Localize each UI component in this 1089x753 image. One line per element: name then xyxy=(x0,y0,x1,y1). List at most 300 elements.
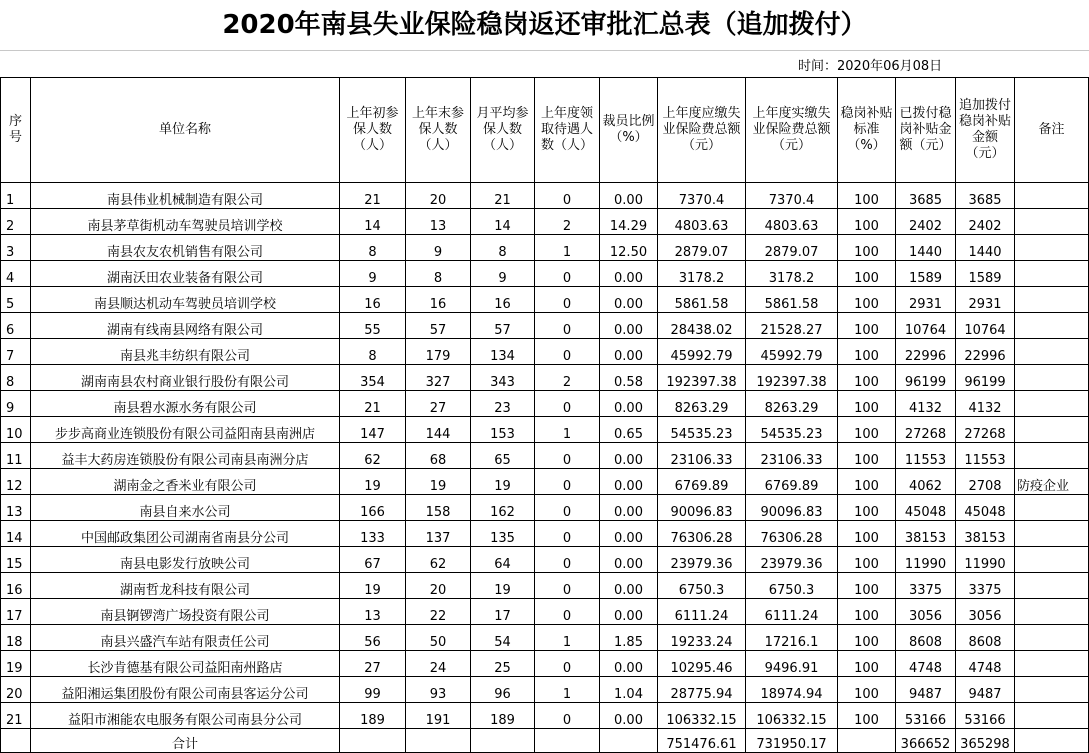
total-due-amount: 751476.61 xyxy=(658,729,746,753)
cell-avg-insured: 64 xyxy=(471,547,535,573)
cell-allocated: 3056 xyxy=(896,599,956,625)
cell-subsidy-rate: 100 xyxy=(838,261,896,287)
cell-paid-amount: 21528.27 xyxy=(746,313,838,339)
cell-start-insured: 8 xyxy=(340,339,406,365)
cell-note xyxy=(1015,625,1089,651)
header-avg-insured: 月平均参保人数（人） xyxy=(471,78,535,183)
cell-unit-name: 益阳市湘能农电服务有限公司南县分公司 xyxy=(31,703,340,729)
cell-allocated: 4062 xyxy=(896,469,956,495)
cell-unit-name: 南县农友农机销售有限公司 xyxy=(31,235,340,261)
cell-due-amount: 8263.29 xyxy=(658,391,746,417)
cell-avg-insured: 25 xyxy=(471,651,535,677)
cell-due-amount: 106332.15 xyxy=(658,703,746,729)
cell-layoff-ratio: 0.00 xyxy=(600,443,658,469)
cell-benefit-people: 0 xyxy=(535,313,600,339)
cell-start-insured: 14 xyxy=(340,209,406,235)
total-empty xyxy=(535,729,600,753)
table-row xyxy=(1,573,1089,599)
cell-due-amount: 4803.63 xyxy=(658,209,746,235)
cell-end-insured: 57 xyxy=(406,313,471,339)
cell-subsidy-rate: 100 xyxy=(838,209,896,235)
cell-allocated: 2402 xyxy=(896,209,956,235)
cell-additional: 3685 xyxy=(956,183,1015,209)
cell-benefit-people: 0 xyxy=(535,339,600,365)
cell-end-insured: 93 xyxy=(406,677,471,703)
cell-layoff-ratio: 0.00 xyxy=(600,547,658,573)
table-row xyxy=(1,313,1089,339)
cell-subsidy-rate: 100 xyxy=(838,651,896,677)
table-row xyxy=(1,339,1089,365)
cell-unit-name: 湖南沃田农业装备有限公司 xyxy=(31,261,340,287)
cell-seq: 17 xyxy=(1,599,31,625)
cell-end-insured: 9 xyxy=(406,235,471,261)
cell-note xyxy=(1015,313,1089,339)
cell-benefit-people: 0 xyxy=(535,183,600,209)
cell-start-insured: 354 xyxy=(340,365,406,391)
cell-layoff-ratio: 0.00 xyxy=(600,391,658,417)
cell-layoff-ratio: 0.00 xyxy=(600,651,658,677)
table-row xyxy=(1,469,1089,495)
cell-avg-insured: 54 xyxy=(471,625,535,651)
cell-subsidy-rate: 100 xyxy=(838,521,896,547)
cell-avg-insured: 23 xyxy=(471,391,535,417)
cell-start-insured: 13 xyxy=(340,599,406,625)
cell-paid-amount: 7370.4 xyxy=(746,183,838,209)
cell-seq: 10 xyxy=(1,417,31,443)
cell-start-insured: 166 xyxy=(340,495,406,521)
table-row xyxy=(1,261,1089,287)
cell-unit-name: 南县自来水公司 xyxy=(31,495,340,521)
cell-paid-amount: 18974.94 xyxy=(746,677,838,703)
cell-due-amount: 192397.38 xyxy=(658,365,746,391)
cell-due-amount: 7370.4 xyxy=(658,183,746,209)
cell-allocated: 4132 xyxy=(896,391,956,417)
header-due-amount: 上年度应缴失业保险费总额（元） xyxy=(658,78,746,183)
cell-start-insured: 99 xyxy=(340,677,406,703)
cell-end-insured: 24 xyxy=(406,651,471,677)
table-row xyxy=(1,209,1089,235)
cell-avg-insured: 162 xyxy=(471,495,535,521)
cell-seq: 5 xyxy=(1,287,31,313)
cell-avg-insured: 343 xyxy=(471,365,535,391)
total-seq-cell xyxy=(1,729,31,753)
cell-unit-name: 南县锕锣湾广场投资有限公司 xyxy=(31,599,340,625)
cell-layoff-ratio: 0.00 xyxy=(600,339,658,365)
cell-unit-name: 南县兴盛汽车站有限责任公司 xyxy=(31,625,340,651)
total-row xyxy=(1,729,1089,753)
header-start-insured: 上年初参保人数（人） xyxy=(340,78,406,183)
header-paid-amount: 上年度实缴失业保险费总额（元） xyxy=(746,78,838,183)
cell-due-amount: 6750.3 xyxy=(658,573,746,599)
cell-start-insured: 19 xyxy=(340,573,406,599)
cell-due-amount: 28438.02 xyxy=(658,313,746,339)
cell-subsidy-rate: 100 xyxy=(838,417,896,443)
cell-subsidy-rate: 100 xyxy=(838,235,896,261)
cell-unit-name: 步步高商业连锁股份有限公司益阳南县南洲店 xyxy=(31,417,340,443)
cell-subsidy-rate: 100 xyxy=(838,469,896,495)
cell-additional: 45048 xyxy=(956,495,1015,521)
cell-layoff-ratio: 12.50 xyxy=(600,235,658,261)
cell-seq: 13 xyxy=(1,495,31,521)
cell-layoff-ratio: 0.00 xyxy=(600,495,658,521)
total-allocated: 366652 xyxy=(896,729,956,753)
cell-paid-amount: 106332.15 xyxy=(746,703,838,729)
cell-start-insured: 21 xyxy=(340,391,406,417)
cell-benefit-people: 0 xyxy=(535,443,600,469)
cell-due-amount: 28775.94 xyxy=(658,677,746,703)
cell-end-insured: 20 xyxy=(406,183,471,209)
header-note: 备注 xyxy=(1015,78,1089,183)
cell-additional: 4132 xyxy=(956,391,1015,417)
cell-paid-amount: 8263.29 xyxy=(746,391,838,417)
cell-allocated: 38153 xyxy=(896,521,956,547)
table-row xyxy=(1,677,1089,703)
cell-unit-name: 南县电影发行放映公司 xyxy=(31,547,340,573)
cell-layoff-ratio: 14.29 xyxy=(600,209,658,235)
total-paid-amount: 731950.17 xyxy=(746,729,838,753)
cell-subsidy-rate: 100 xyxy=(838,625,896,651)
cell-end-insured: 8 xyxy=(406,261,471,287)
cell-end-insured: 19 xyxy=(406,469,471,495)
header-seq: 序号 xyxy=(1,78,31,183)
cell-start-insured: 19 xyxy=(340,469,406,495)
cell-start-insured: 189 xyxy=(340,703,406,729)
cell-benefit-people: 0 xyxy=(535,651,600,677)
cell-benefit-people: 1 xyxy=(535,677,600,703)
cell-end-insured: 50 xyxy=(406,625,471,651)
cell-additional: 53166 xyxy=(956,703,1015,729)
cell-end-insured: 191 xyxy=(406,703,471,729)
cell-unit-name: 湖南有线南县网络有限公司 xyxy=(31,313,340,339)
cell-allocated: 9487 xyxy=(896,677,956,703)
cell-additional: 3375 xyxy=(956,573,1015,599)
cell-end-insured: 327 xyxy=(406,365,471,391)
cell-unit-name: 南县茅草街机动车驾驶员培训学校 xyxy=(31,209,340,235)
cell-start-insured: 55 xyxy=(340,313,406,339)
cell-paid-amount: 76306.28 xyxy=(746,521,838,547)
cell-unit-name: 长沙肯德基有限公司益阳南州路店 xyxy=(31,651,340,677)
cell-layoff-ratio: 0.00 xyxy=(600,521,658,547)
cell-avg-insured: 14 xyxy=(471,209,535,235)
cell-additional: 22996 xyxy=(956,339,1015,365)
cell-avg-insured: 135 xyxy=(471,521,535,547)
cell-unit-name: 湖南金之香米业有限公司 xyxy=(31,469,340,495)
cell-avg-insured: 19 xyxy=(471,573,535,599)
table-row xyxy=(1,703,1089,729)
cell-subsidy-rate: 100 xyxy=(838,391,896,417)
header-subsidy-rate: 稳岗补贴标准（%） xyxy=(838,78,896,183)
total-empty xyxy=(406,729,471,753)
cell-note xyxy=(1015,573,1089,599)
cell-start-insured: 133 xyxy=(340,521,406,547)
cell-benefit-people: 0 xyxy=(535,521,600,547)
cell-seq: 11 xyxy=(1,443,31,469)
table-row xyxy=(1,625,1089,651)
cell-additional: 9487 xyxy=(956,677,1015,703)
cell-avg-insured: 134 xyxy=(471,339,535,365)
cell-unit-name: 湖南南县农村商业银行股份有限公司 xyxy=(31,365,340,391)
cell-end-insured: 27 xyxy=(406,391,471,417)
cell-benefit-people: 0 xyxy=(535,287,600,313)
sheet-title: 2020年南县失业保险稳岗返还审批汇总表（追加拨付） xyxy=(222,10,867,40)
header-row xyxy=(1,78,1089,183)
header-additional: 追加拨付稳岗补贴金额（元） xyxy=(956,78,1015,183)
cell-end-insured: 20 xyxy=(406,573,471,599)
total-empty xyxy=(1015,729,1089,753)
total-additional: 365298 xyxy=(956,729,1015,753)
cell-avg-insured: 9 xyxy=(471,261,535,287)
cell-seq: 8 xyxy=(1,365,31,391)
cell-allocated: 3685 xyxy=(896,183,956,209)
cell-allocated: 22996 xyxy=(896,339,956,365)
table-row xyxy=(1,235,1089,261)
cell-avg-insured: 65 xyxy=(471,443,535,469)
date-label: 时间：2020年06月08日 xyxy=(798,59,943,74)
cell-note xyxy=(1015,209,1089,235)
cell-start-insured: 147 xyxy=(340,417,406,443)
cell-layoff-ratio: 0.00 xyxy=(600,573,658,599)
total-empty xyxy=(600,729,658,753)
cell-due-amount: 6111.24 xyxy=(658,599,746,625)
cell-note xyxy=(1015,599,1089,625)
cell-seq: 16 xyxy=(1,573,31,599)
cell-due-amount: 45992.79 xyxy=(658,339,746,365)
header-layoff-ratio: 裁员比例（%） xyxy=(600,78,658,183)
cell-layoff-ratio: 0.00 xyxy=(600,313,658,339)
cell-paid-amount: 192397.38 xyxy=(746,365,838,391)
table-row xyxy=(1,365,1089,391)
cell-paid-amount: 45992.79 xyxy=(746,339,838,365)
cell-seq: 15 xyxy=(1,547,31,573)
cell-due-amount: 23106.33 xyxy=(658,443,746,469)
cell-additional: 96199 xyxy=(956,365,1015,391)
cell-additional: 10764 xyxy=(956,313,1015,339)
cell-paid-amount: 9496.91 xyxy=(746,651,838,677)
cell-paid-amount: 54535.23 xyxy=(746,417,838,443)
cell-start-insured: 27 xyxy=(340,651,406,677)
cell-paid-amount: 17216.1 xyxy=(746,625,838,651)
table-row xyxy=(1,287,1089,313)
cell-allocated: 2931 xyxy=(896,287,956,313)
cell-start-insured: 9 xyxy=(340,261,406,287)
cell-avg-insured: 21 xyxy=(471,183,535,209)
cell-additional: 11553 xyxy=(956,443,1015,469)
cell-subsidy-rate: 100 xyxy=(838,339,896,365)
cell-subsidy-rate: 100 xyxy=(838,287,896,313)
cell-note xyxy=(1015,703,1089,729)
cell-benefit-people: 0 xyxy=(535,703,600,729)
cell-benefit-people: 0 xyxy=(535,547,600,573)
cell-allocated: 27268 xyxy=(896,417,956,443)
cell-subsidy-rate: 100 xyxy=(838,183,896,209)
cell-avg-insured: 57 xyxy=(471,313,535,339)
cell-additional: 1440 xyxy=(956,235,1015,261)
cell-unit-name: 中国邮政集团公司湖南省南县分公司 xyxy=(31,521,340,547)
cell-due-amount: 5861.58 xyxy=(658,287,746,313)
cell-subsidy-rate: 100 xyxy=(838,573,896,599)
cell-subsidy-rate: 100 xyxy=(838,495,896,521)
cell-unit-name: 湖南哲龙科技有限公司 xyxy=(31,573,340,599)
cell-note xyxy=(1015,261,1089,287)
cell-subsidy-rate: 100 xyxy=(838,547,896,573)
cell-avg-insured: 8 xyxy=(471,235,535,261)
cell-paid-amount: 6769.89 xyxy=(746,469,838,495)
table-row xyxy=(1,547,1089,573)
cell-avg-insured: 96 xyxy=(471,677,535,703)
cell-due-amount: 19233.24 xyxy=(658,625,746,651)
table-row xyxy=(1,651,1089,677)
cell-unit-name: 南县碧水源水务有限公司 xyxy=(31,391,340,417)
cell-paid-amount: 3178.2 xyxy=(746,261,838,287)
table-row xyxy=(1,443,1089,469)
cell-layoff-ratio: 0.00 xyxy=(600,469,658,495)
table-row xyxy=(1,521,1089,547)
cell-additional: 1589 xyxy=(956,261,1015,287)
cell-seq: 6 xyxy=(1,313,31,339)
cell-additional: 2708 xyxy=(956,469,1015,495)
cell-seq: 14 xyxy=(1,521,31,547)
cell-benefit-people: 1 xyxy=(535,417,600,443)
cell-end-insured: 22 xyxy=(406,599,471,625)
cell-seq: 1 xyxy=(1,183,31,209)
cell-due-amount: 2879.07 xyxy=(658,235,746,261)
cell-allocated: 4748 xyxy=(896,651,956,677)
cell-layoff-ratio: 0.00 xyxy=(600,703,658,729)
cell-additional: 38153 xyxy=(956,521,1015,547)
table-row xyxy=(1,417,1089,443)
cell-benefit-people: 1 xyxy=(535,235,600,261)
header-unit-name: 单位名称 xyxy=(31,78,340,183)
cell-paid-amount: 6111.24 xyxy=(746,599,838,625)
cell-unit-name: 益阳湘运集团股份有限公司南县客运分公司 xyxy=(31,677,340,703)
cell-avg-insured: 16 xyxy=(471,287,535,313)
cell-start-insured: 16 xyxy=(340,287,406,313)
cell-start-insured: 56 xyxy=(340,625,406,651)
cell-allocated: 8608 xyxy=(896,625,956,651)
cell-additional: 2931 xyxy=(956,287,1015,313)
cell-seq: 18 xyxy=(1,625,31,651)
cell-allocated: 96199 xyxy=(896,365,956,391)
cell-subsidy-rate: 100 xyxy=(838,365,896,391)
cell-avg-insured: 19 xyxy=(471,469,535,495)
cell-note xyxy=(1015,547,1089,573)
cell-subsidy-rate: 100 xyxy=(838,599,896,625)
cell-allocated: 11990 xyxy=(896,547,956,573)
cell-seq: 2 xyxy=(1,209,31,235)
cell-avg-insured: 153 xyxy=(471,417,535,443)
cell-due-amount: 6769.89 xyxy=(658,469,746,495)
cell-benefit-people: 0 xyxy=(535,599,600,625)
table-row xyxy=(1,183,1089,209)
cell-additional: 27268 xyxy=(956,417,1015,443)
cell-start-insured: 21 xyxy=(340,183,406,209)
cell-layoff-ratio: 0.00 xyxy=(600,261,658,287)
header-benefit-people: 上年度领取待遇人数（人） xyxy=(535,78,600,183)
cell-paid-amount: 4803.63 xyxy=(746,209,838,235)
cell-note xyxy=(1015,183,1089,209)
cell-due-amount: 90096.83 xyxy=(658,495,746,521)
cell-layoff-ratio: 0.00 xyxy=(600,183,658,209)
cell-end-insured: 144 xyxy=(406,417,471,443)
cell-note xyxy=(1015,495,1089,521)
cell-allocated: 1589 xyxy=(896,261,956,287)
cell-paid-amount: 90096.83 xyxy=(746,495,838,521)
cell-allocated: 53166 xyxy=(896,703,956,729)
cell-additional: 4748 xyxy=(956,651,1015,677)
cell-benefit-people: 0 xyxy=(535,261,600,287)
cell-unit-name: 益丰大药房连锁股份有限公司南县南洲分店 xyxy=(31,443,340,469)
cell-benefit-people: 0 xyxy=(535,391,600,417)
cell-note xyxy=(1015,391,1089,417)
cell-note xyxy=(1015,235,1089,261)
cell-end-insured: 158 xyxy=(406,495,471,521)
cell-end-insured: 179 xyxy=(406,339,471,365)
cell-paid-amount: 23106.33 xyxy=(746,443,838,469)
cell-unit-name: 南县顺达机动车驾驶员培训学校 xyxy=(31,287,340,313)
total-empty xyxy=(340,729,406,753)
cell-additional: 8608 xyxy=(956,625,1015,651)
cell-allocated: 45048 xyxy=(896,495,956,521)
cell-end-insured: 13 xyxy=(406,209,471,235)
total-label: 合计 xyxy=(31,729,340,753)
cell-allocated: 3375 xyxy=(896,573,956,599)
header-allocated: 已拨付稳岗补贴金额（元） xyxy=(896,78,956,183)
cell-paid-amount: 2879.07 xyxy=(746,235,838,261)
cell-layoff-ratio: 1.04 xyxy=(600,677,658,703)
cell-start-insured: 62 xyxy=(340,443,406,469)
cell-benefit-people: 0 xyxy=(535,573,600,599)
cell-layoff-ratio: 0.00 xyxy=(600,287,658,313)
table-row xyxy=(1,391,1089,417)
cell-layoff-ratio: 0.65 xyxy=(600,417,658,443)
cell-note: 防疫企业 xyxy=(1015,469,1089,495)
cell-layoff-ratio: 0.00 xyxy=(600,599,658,625)
cell-end-insured: 137 xyxy=(406,521,471,547)
cell-note xyxy=(1015,521,1089,547)
table-row xyxy=(1,599,1089,625)
cell-avg-insured: 189 xyxy=(471,703,535,729)
cell-due-amount: 23979.36 xyxy=(658,547,746,573)
date-row xyxy=(0,50,1089,77)
cell-start-insured: 67 xyxy=(340,547,406,573)
cell-benefit-people: 0 xyxy=(535,469,600,495)
cell-end-insured: 16 xyxy=(406,287,471,313)
table-row xyxy=(1,495,1089,521)
cell-seq: 3 xyxy=(1,235,31,261)
cell-seq: 12 xyxy=(1,469,31,495)
cell-seq: 21 xyxy=(1,703,31,729)
cell-subsidy-rate: 100 xyxy=(838,313,896,339)
cell-subsidy-rate: 100 xyxy=(838,443,896,469)
cell-layoff-ratio: 1.85 xyxy=(600,625,658,651)
cell-note xyxy=(1015,677,1089,703)
cell-benefit-people: 1 xyxy=(535,625,600,651)
cell-allocated: 1440 xyxy=(896,235,956,261)
cell-due-amount: 76306.28 xyxy=(658,521,746,547)
approval-summary-table xyxy=(0,77,1089,753)
cell-allocated: 10764 xyxy=(896,313,956,339)
cell-additional: 2402 xyxy=(956,209,1015,235)
cell-subsidy-rate: 100 xyxy=(838,703,896,729)
cell-seq: 19 xyxy=(1,651,31,677)
cell-unit-name: 南县伟业机械制造有限公司 xyxy=(31,183,340,209)
total-empty xyxy=(471,729,535,753)
cell-due-amount: 3178.2 xyxy=(658,261,746,287)
cell-seq: 20 xyxy=(1,677,31,703)
cell-seq: 7 xyxy=(1,339,31,365)
cell-paid-amount: 23979.36 xyxy=(746,547,838,573)
cell-due-amount: 10295.46 xyxy=(658,651,746,677)
